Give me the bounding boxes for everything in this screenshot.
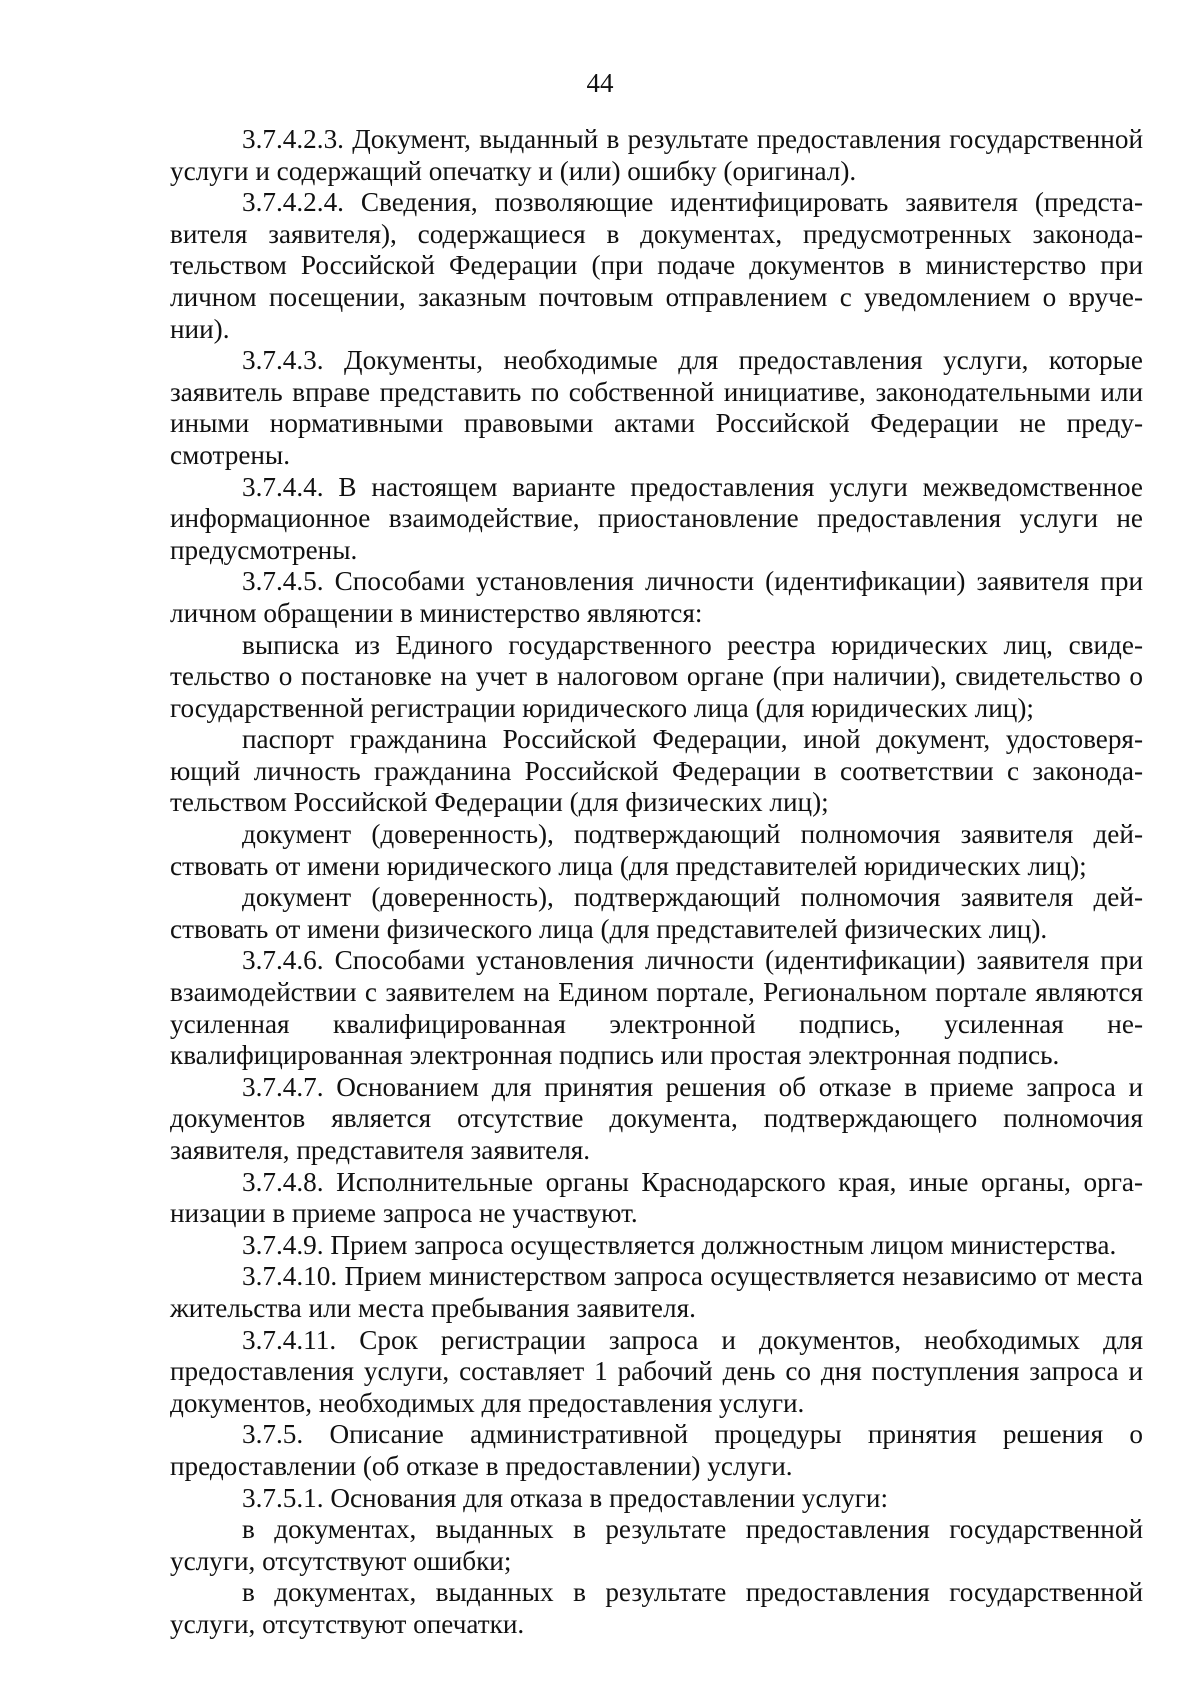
list-item-power-of-attorney-individual: документ (доверенность), подтверждающий полномочия заявителя действовать от имени физического лица (для представителей физических лиц). — [170, 882, 1143, 944]
paragraph-3-7-4-8: 3.7.4.8. Исполнительные органы Краснодарского края, иные органы, организации в приеме запроса не участвуют. — [170, 1166, 1143, 1229]
paragraph-3-7-4-9: 3.7.4.9. Прием запроса осуществляется должностным лицом министерства. — [242, 1229, 1117, 1260]
paragraph-3-7-4-2-4: 3.7.4.2.4. Сведения, позволяющие идентифицировать заявителя (представителя заявителя), содержащиеся в документах, предусмотренных законодательством Российской Федерации (при подаче документов в министерство при личном посещении, заказным почтовым отправлением с уведомлением о вручении). — [170, 187, 1143, 344]
paragraph-3-7-4-6: 3.7.4.6. Способами установления личности (идентификации) заявителя при взаимодействии с заявителем на Едином портале, Региональном портале являются усиленная квалифицированная электронной подпись, усиленная неквалифицированная электронная подпись или простая электронная подпись. — [170, 945, 1143, 1071]
list-item-no-typos: в документах, выданных в результате предоставления государственной услуги, отсутствуют опечатки. — [170, 1577, 1143, 1639]
paragraph-3-7-5: 3.7.5. Описание административной процедуры принятия решения о предоставлении (об отказе в предоставлении) услуги. — [170, 1419, 1143, 1481]
paragraph-3-7-5-1: 3.7.5.1. Основания для отказа в предоставлении услуги: — [242, 1482, 889, 1513]
document-body — [170, 124, 1143, 1641]
list-item-passport: паспорт гражданина Российской Федерации, иной документ, удостоверяющий личность гражданина Российской Федерации в соответствии с законодательством Российской Федерации (для физических лиц); — [170, 724, 1143, 818]
paragraph-3-7-4-5: 3.7.4.5. Способами установления личности (идентификации) заявителя при личном обращении в министерство являются: — [170, 566, 1143, 628]
paragraph-3-7-4-10: 3.7.4.10. Прием министерством запроса осуществляется независимо от места жительства или места пребывания заявителя. — [170, 1261, 1143, 1323]
paragraph-3-7-4-11: 3.7.4.11. Срок регистрации запроса и документов, необходимых для предоставления услуги, составляет 1 рабочий день со дня поступления запроса и документов, необходимых для предоставления услуги. — [170, 1324, 1143, 1418]
list-item-no-errors: в документах, выданных в результате предоставления государственной услуги, отсутствуют ошибки; — [170, 1514, 1143, 1576]
paragraph-3-7-4-3: 3.7.4.3. Документы, необходимые для предоставления услуги, которые заявитель вправе представить по собственной инициативе, законодательными или иными нормативными правовыми актами Российской Федерации не предусмотрены. — [170, 345, 1143, 470]
list-item-power-of-attorney-legal: документ (доверенность), подтверждающий полномочия заявителя действовать от имени юридического лица (для представителей юридических лиц); — [170, 819, 1143, 881]
list-item-legal-entity-extract: выписка из Единого государственного реестра юридических лиц, свидетельство о постановке на учет в налоговом органе (при наличии), свидетельство о государственной регистрации юридического лица (для юридических лиц); — [170, 629, 1143, 723]
paragraph-3-7-4-2-3: 3.7.4.2.3. Документ, выданный в результате предоставления государственной услуги и содержащий опечатку и (или) ошибку (оригинал). — [170, 124, 1143, 186]
paragraph-3-7-4-4: 3.7.4.4. В настоящем варианте предоставления услуги межведомственное информационное взаимодействие, приостановление предоставления услуги не предусмотрены. — [170, 471, 1143, 565]
page-number: 44 — [586, 68, 614, 98]
paragraph-3-7-4-7: 3.7.4.7. Основанием для принятия решения об отказе в приеме запроса и документов является отсутствие документа, подтверждающего полномочия заявителя, представителя заявителя. — [170, 1071, 1143, 1165]
